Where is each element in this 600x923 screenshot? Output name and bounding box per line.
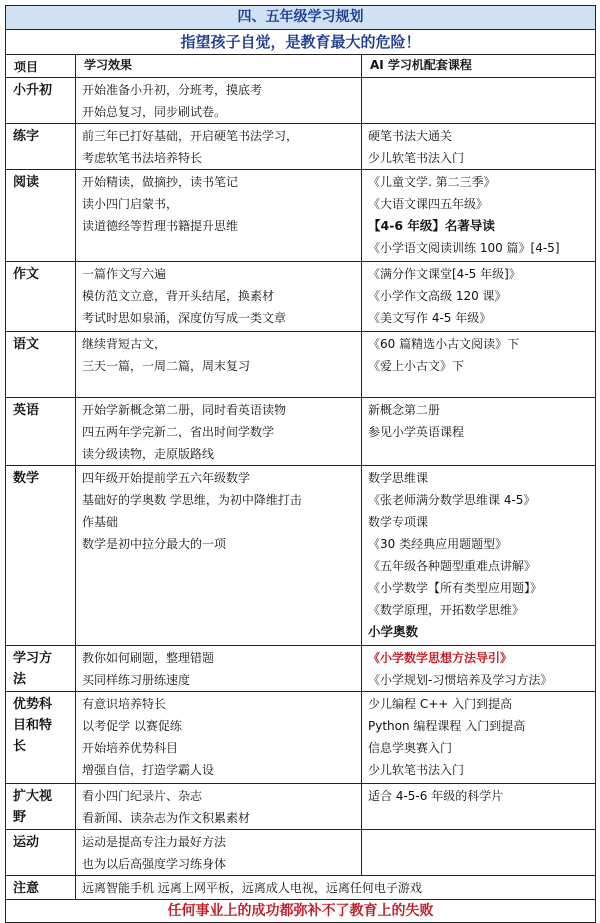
subject-cell xyxy=(6,78,76,124)
course-lines xyxy=(362,784,595,807)
effect-line: 开始培养优势科目 xyxy=(82,741,179,755)
effect-line: 看小四门纪录片、杂志 xyxy=(82,789,203,803)
notice-text-cell xyxy=(76,876,596,900)
subject-label: 数学 xyxy=(13,471,40,486)
course-item[interactable]: 《小学规划-习惯培养及学习方法》 xyxy=(368,673,553,687)
effect-line: 作基础 xyxy=(82,515,119,529)
subject-cell xyxy=(6,124,76,170)
notice-lines xyxy=(76,876,595,899)
effect-line: 读小四门启蒙书， xyxy=(82,197,179,211)
effect-line: 前三年已打好基础，开启硬笔书法学习， xyxy=(82,129,299,143)
effect-lines xyxy=(76,692,361,781)
effect-line: 数学是初中拉分最大的一项 xyxy=(82,537,227,551)
effect-line: 开始学新概念第二册，同时看英语读物 xyxy=(82,403,287,417)
effect-cell xyxy=(76,170,362,262)
table-row xyxy=(6,646,596,692)
effect-line: 继续背短古文， xyxy=(82,337,167,351)
effect-cell xyxy=(76,830,362,876)
course-lines xyxy=(362,692,595,781)
effect-lines xyxy=(76,830,361,875)
course-lines xyxy=(362,262,595,329)
effect-line: 开始精读，做摘抄，读书笔记 xyxy=(82,175,239,189)
course-item[interactable]: 数学思维课 xyxy=(368,471,429,485)
table-row xyxy=(6,466,596,646)
plan-sheet xyxy=(5,5,595,923)
course-cell xyxy=(362,692,596,784)
effect-line: 教你如何刷题，整理错题 xyxy=(82,651,215,665)
effect-cell xyxy=(76,78,362,124)
subject-cell xyxy=(6,830,76,876)
course-lines xyxy=(362,170,595,259)
subject-label: 目和特 xyxy=(13,718,53,733)
effect-lines xyxy=(76,784,361,829)
course-cell xyxy=(362,78,596,124)
effect-lines xyxy=(76,646,361,691)
subject-label: 作文 xyxy=(13,267,40,282)
page-title: 四、五年级学习规划 xyxy=(237,9,364,25)
effect-line: 买同样练习册练速度 xyxy=(82,673,191,687)
course-cell xyxy=(362,332,596,398)
course-cell xyxy=(362,466,596,646)
course-item[interactable]: 《美文写作 4-5 年级》 xyxy=(368,311,492,325)
notice-label-cell xyxy=(6,876,76,900)
table-row xyxy=(6,262,596,332)
effect-line: 增强自信，打造学霸人设 xyxy=(82,763,215,777)
subject-cell xyxy=(6,262,76,332)
subtitle-cell xyxy=(6,30,596,55)
subject-cell xyxy=(6,332,76,398)
course-cell xyxy=(362,262,596,332)
subject-label: 阅读 xyxy=(13,175,40,190)
table-row xyxy=(6,78,596,124)
subject-label: 优势科 xyxy=(13,697,53,712)
effect-lines xyxy=(76,398,361,465)
course-lines xyxy=(362,466,595,643)
effect-line: 四五两年学完新二，省出时间学数学 xyxy=(82,425,275,439)
subject-label: 学习方 xyxy=(13,651,53,666)
subject-cell xyxy=(6,170,76,262)
header-row xyxy=(6,55,596,78)
course-item[interactable]: 《小学数学【所有类型应用题】》 xyxy=(368,581,543,595)
course-cell xyxy=(362,124,596,170)
effect-cell xyxy=(76,692,362,784)
subject-label: 语文 xyxy=(13,337,40,352)
course-item[interactable]: 《爱上小古文》下 xyxy=(368,359,465,373)
course-item[interactable]: 新概念第二册 xyxy=(368,403,441,417)
header-course: AI 学习机配套课程 xyxy=(370,58,472,72)
effect-line: 开始总复习，同步刷试卷。 xyxy=(82,105,227,119)
table-row xyxy=(6,124,596,170)
course-item[interactable]: 少儿软笔书法入门 xyxy=(368,763,465,777)
effect-line: 一篇作文写六遍 xyxy=(82,267,167,281)
effect-line: 也为以后高强度学习练身体 xyxy=(82,857,227,871)
course-item[interactable]: 《30 类经典应用题题型》 xyxy=(368,537,508,551)
course-item[interactable]: 【4-6 年级】名著导读 xyxy=(368,218,495,233)
course-cell xyxy=(362,830,596,876)
plan-table xyxy=(5,5,596,923)
course-lines xyxy=(362,78,595,79)
subject-label: 小升初 xyxy=(13,83,53,98)
header-cell xyxy=(362,55,596,78)
course-item[interactable]: 硬笔书法大通关 xyxy=(368,129,453,143)
effect-cell xyxy=(76,466,362,646)
course-item[interactable]: 少儿软笔书法入门 xyxy=(368,151,465,165)
course-lines xyxy=(362,646,595,691)
subject-label: 长 xyxy=(13,739,27,754)
course-cell xyxy=(362,170,596,262)
subject-cell xyxy=(6,646,76,692)
table-row xyxy=(6,170,596,262)
effect-line: 基础好的学奥数 学思维，为初中降维打击 xyxy=(82,493,302,507)
effect-line: 运动是提高专注力最好方法 xyxy=(82,835,227,849)
effect-line: 读分级读物，走原版路线 xyxy=(82,447,215,461)
notice-row xyxy=(6,876,596,900)
effect-cell xyxy=(76,398,362,466)
header-subject: 项目 xyxy=(14,60,39,74)
subject-cell xyxy=(6,784,76,830)
footer-cell xyxy=(6,900,596,923)
notice-label: 注意 xyxy=(13,881,40,896)
course-item[interactable]: 小学奥数 xyxy=(368,624,419,639)
course-item[interactable]: 《张老师满分数学思维课 4-5》 xyxy=(368,493,536,507)
subject-cell xyxy=(6,398,76,466)
course-item[interactable]: 《满分作文课堂[4-5 年级]》 xyxy=(368,267,521,281)
effect-line: 模仿范文立意，背开头结尾，换素材 xyxy=(82,289,275,303)
header-effect: 学习效果 xyxy=(84,58,133,72)
effect-cell xyxy=(76,332,362,398)
table-row xyxy=(6,332,596,398)
header-cell xyxy=(76,55,362,78)
course-item[interactable]: 参见小学英语课程 xyxy=(368,425,465,439)
effect-line: 读道德经等哲理书籍提升思维 xyxy=(82,219,239,233)
course-item[interactable]: Python 编程课程 入门到提高 xyxy=(368,719,526,733)
effect-line: 考虑软笔书法培养特长 xyxy=(82,151,203,165)
effect-cell xyxy=(76,262,362,332)
subject-label: 法 xyxy=(13,672,27,687)
header-cell xyxy=(6,55,76,78)
effect-lines xyxy=(76,262,361,329)
effect-lines xyxy=(76,78,361,123)
effect-lines xyxy=(76,124,361,169)
footer-slogan: 任何事业上的成功都弥补不了教育上的失败 xyxy=(167,903,434,919)
course-item[interactable]: 《小学数学思想方法导引》 xyxy=(368,651,513,665)
course-item[interactable]: 《大语文课四五年级》 xyxy=(368,197,489,211)
effect-line: 看新闻、读杂志为作文积累素材 xyxy=(82,811,251,825)
subject-label: 扩大视 xyxy=(13,789,53,804)
effect-line: 考试时思如泉涌，深度仿写成一类文章 xyxy=(82,311,287,325)
effect-line: 三天一篇，一周二篇，周末复习 xyxy=(82,359,251,373)
page-subtitle: 指望孩子自觉，是教育最大的危险！ xyxy=(180,33,421,51)
course-lines xyxy=(362,398,595,443)
course-item[interactable]: 《小学作文高级 120 课》 xyxy=(368,289,507,303)
effect-line: 以考促学 以赛促练 xyxy=(82,719,182,733)
course-item[interactable]: 《小学语文阅读训练 100 篇》[4-5] xyxy=(368,241,560,255)
notice-text: 远离智能手机 远离上网平板，远离成人电视，远离任何电子游戏 xyxy=(82,881,422,895)
effect-line: 有意识培养特长 xyxy=(82,697,167,711)
title-cell xyxy=(6,6,596,30)
footer-row xyxy=(6,900,596,923)
course-item[interactable]: 《五年级各种题型重难点讲解》 xyxy=(368,559,537,573)
subject-label: 野 xyxy=(13,810,27,825)
effect-lines xyxy=(76,466,361,555)
subject-label: 运动 xyxy=(13,835,40,850)
effect-lines xyxy=(76,170,361,237)
course-lines xyxy=(362,124,595,169)
effect-lines xyxy=(76,332,361,377)
subject-label: 英语 xyxy=(13,403,40,418)
course-lines xyxy=(362,830,595,831)
course-item[interactable]: 《儿童文学. 第二三季》 xyxy=(368,175,496,189)
course-cell xyxy=(362,784,596,830)
course-item[interactable]: 《60 篇精选小古文阅读》下 xyxy=(368,337,520,351)
effect-line: 四年级开始提前学五六年级数学 xyxy=(82,471,251,485)
effect-cell xyxy=(76,124,362,170)
table-row xyxy=(6,830,596,876)
course-item[interactable]: 《数学原理，开拓数学思维》 xyxy=(368,603,525,617)
table-row xyxy=(6,692,596,784)
course-cell xyxy=(362,646,596,692)
course-item[interactable]: 适合 4-5-6 年级的科学片 xyxy=(368,789,504,803)
effect-cell xyxy=(76,646,362,692)
subject-cell xyxy=(6,466,76,646)
course-cell xyxy=(362,398,596,466)
course-item[interactable]: 少儿编程 C++ 入门到提高 xyxy=(368,697,513,711)
effect-line: 开始准备小升初，分班考，摸底考 xyxy=(82,83,263,97)
table-row xyxy=(6,398,596,466)
course-lines xyxy=(362,332,595,377)
table-row xyxy=(6,784,596,830)
course-item[interactable]: 数学专项课 xyxy=(368,515,429,529)
course-item[interactable]: 信息学奥赛入门 xyxy=(368,741,453,755)
subject-cell xyxy=(6,692,76,784)
effect-cell xyxy=(76,784,362,830)
subject-label: 练字 xyxy=(13,129,40,144)
